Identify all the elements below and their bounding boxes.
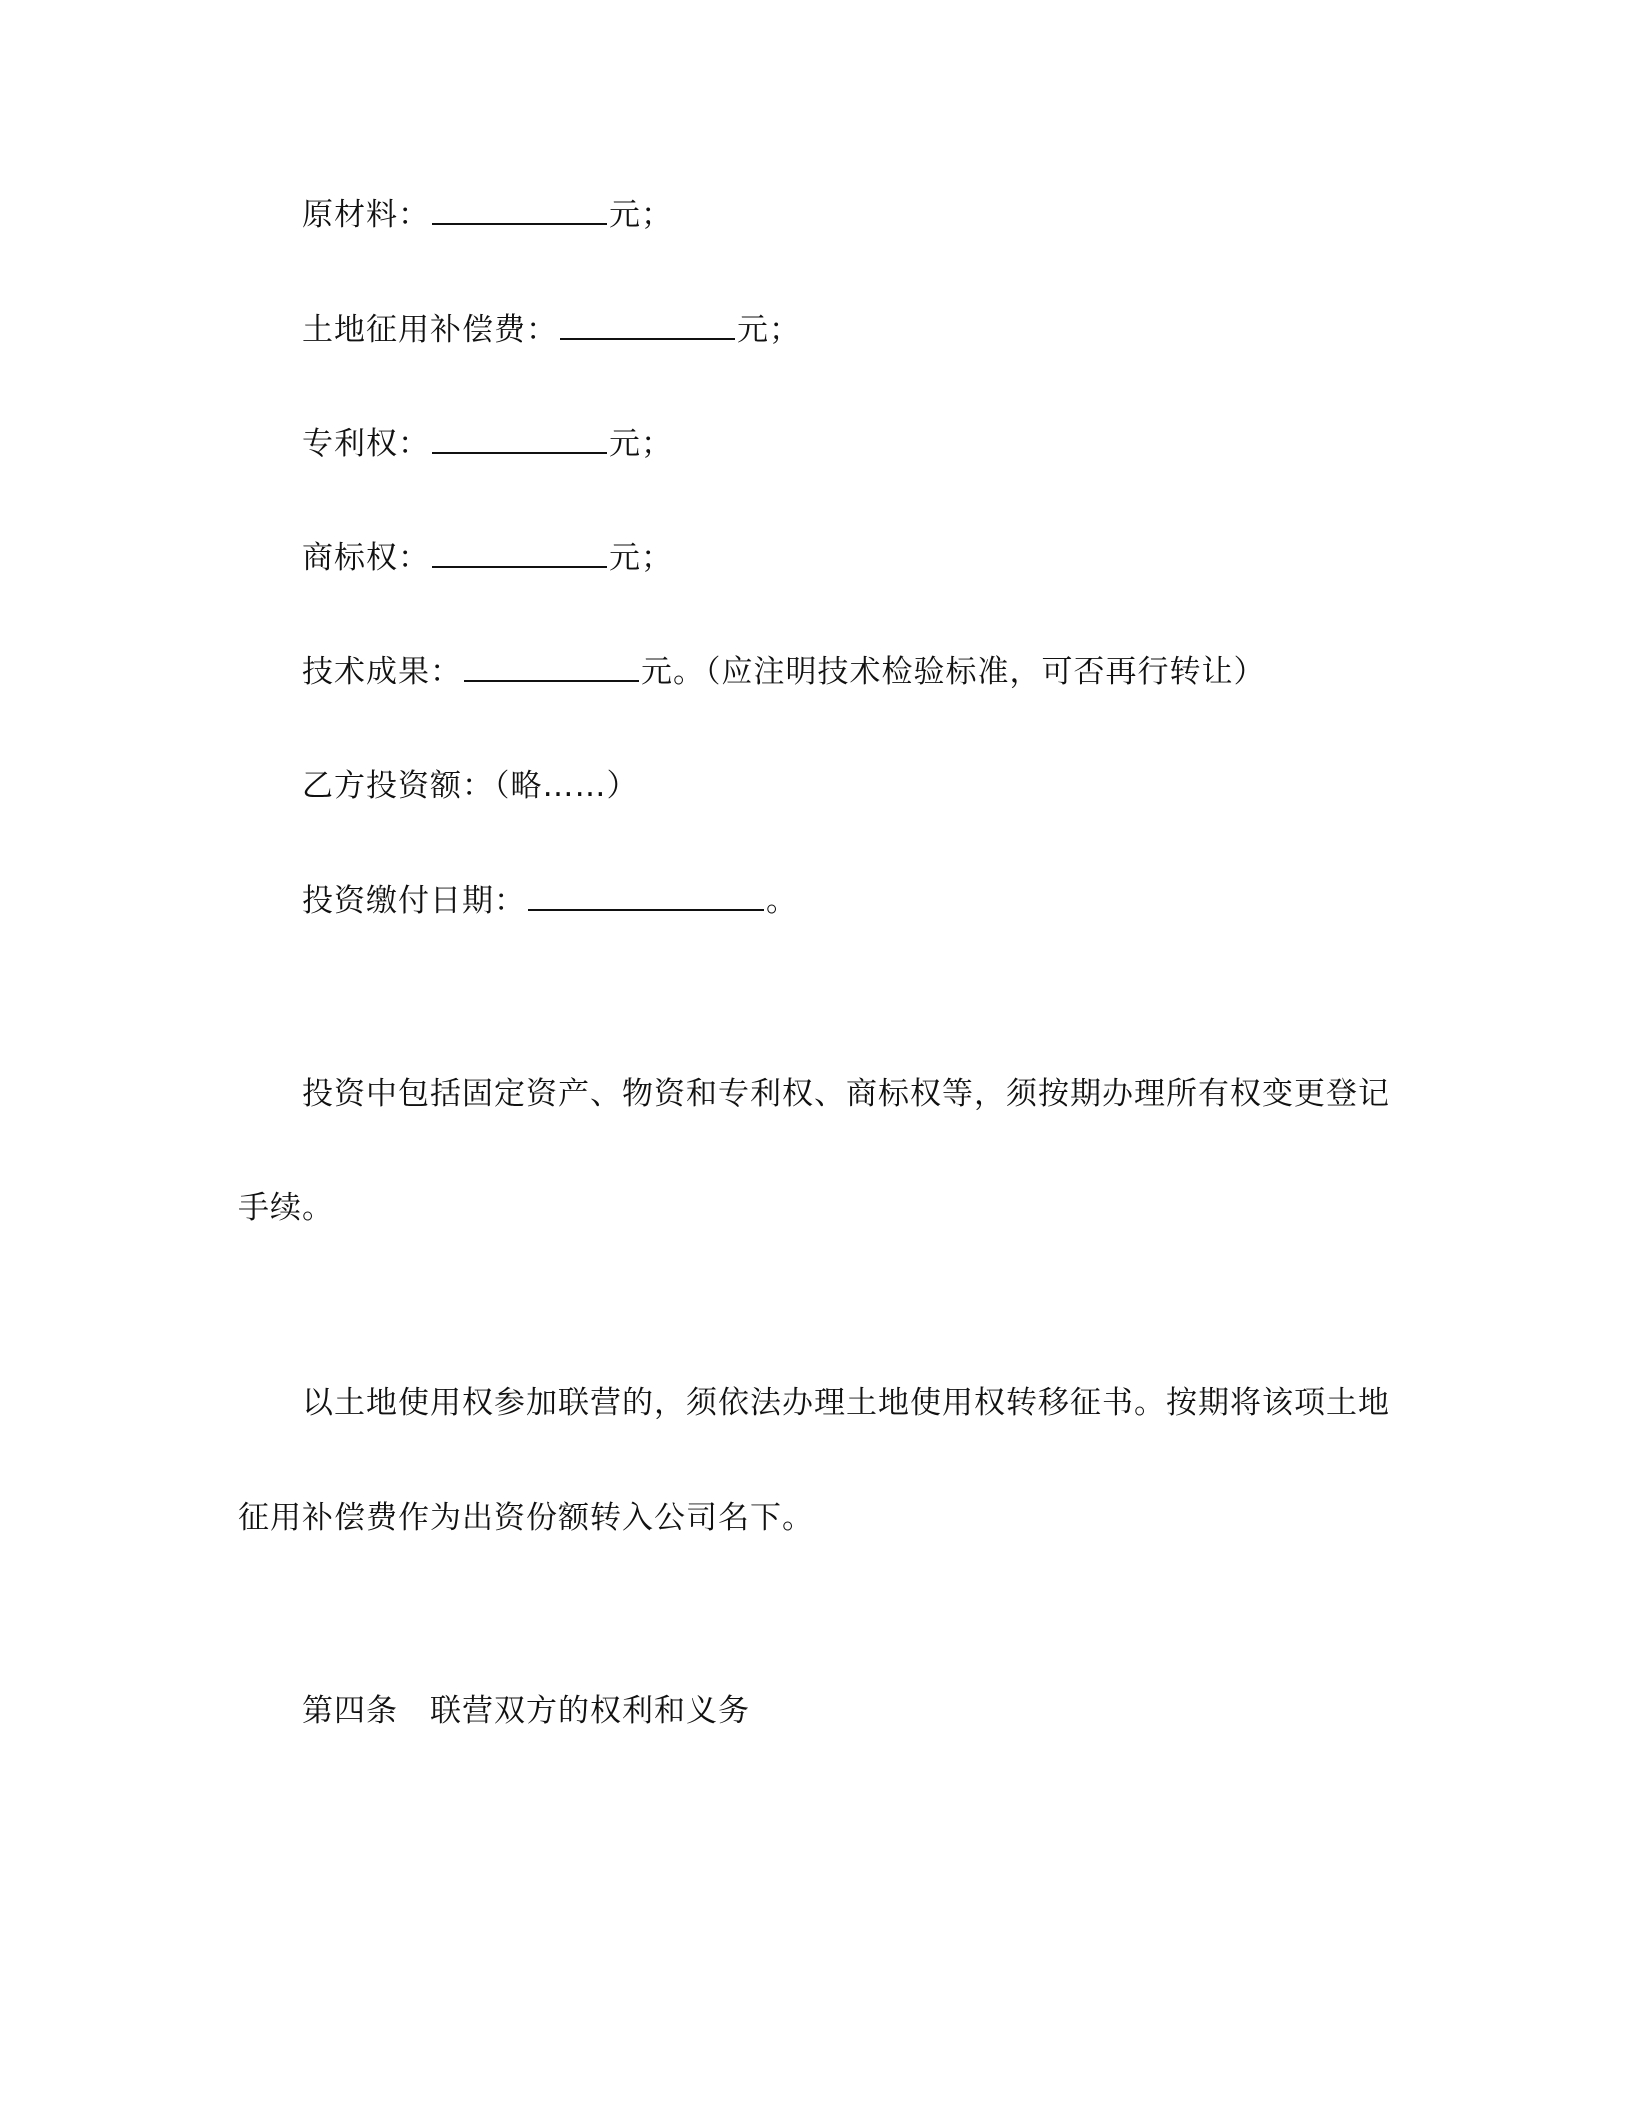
article-heading [302,1689,750,1733]
patent-blank [432,424,607,454]
trademark-line [302,536,673,580]
party-b-investment-line [302,764,639,808]
tech-results-blank [464,652,639,682]
payment-date-label: 投资缴付日期： [302,883,526,919]
raw-materials-label: 原材料： [302,197,430,233]
tech-results-suffix: 元。（应注明技术检验标准，可否再行转让） [641,654,1266,690]
tech-results-line [302,650,1266,694]
article-number: 第四条 [302,1693,398,1729]
trademark-label: 商标权： [302,540,430,576]
raw-materials-blank [432,195,607,225]
raw-materials-line [302,193,673,237]
land-compensation-suffix: 元； [737,312,801,348]
article-title: 联营双方的权利和义务 [430,1693,750,1729]
payment-date-blank [528,881,764,911]
raw-materials-suffix: 元； [609,197,673,233]
paragraph-2-line-1: 以土地使用权参加联营的，须依法办理土地使用权转移征书。按期将该项土地 [302,1385,1390,1421]
paragraph-1-line-1: 投资中包括固定资产、物资和专利权、商标权等，须按期办理所有权变更登记 [302,1076,1390,1112]
land-compensation-line [302,308,801,352]
patent-line [302,422,673,466]
paragraph-1-line-2: 手续。 [238,1190,334,1226]
tech-results-label: 技术成果： [302,654,462,690]
party-b-investment-text: 乙方投资额：（略……） [302,768,639,804]
payment-date-line [302,879,798,923]
patent-label: 专利权： [302,426,430,462]
land-compensation-blank [560,310,735,340]
trademark-blank [432,538,607,568]
payment-date-suffix: 。 [766,883,798,919]
trademark-suffix: 元； [609,540,673,576]
patent-suffix: 元； [609,426,673,462]
land-compensation-label: 土地征用补偿费： [302,312,558,348]
paragraph-2-line-2: 征用补偿费作为出资份额转入公司名下。 [238,1500,814,1536]
